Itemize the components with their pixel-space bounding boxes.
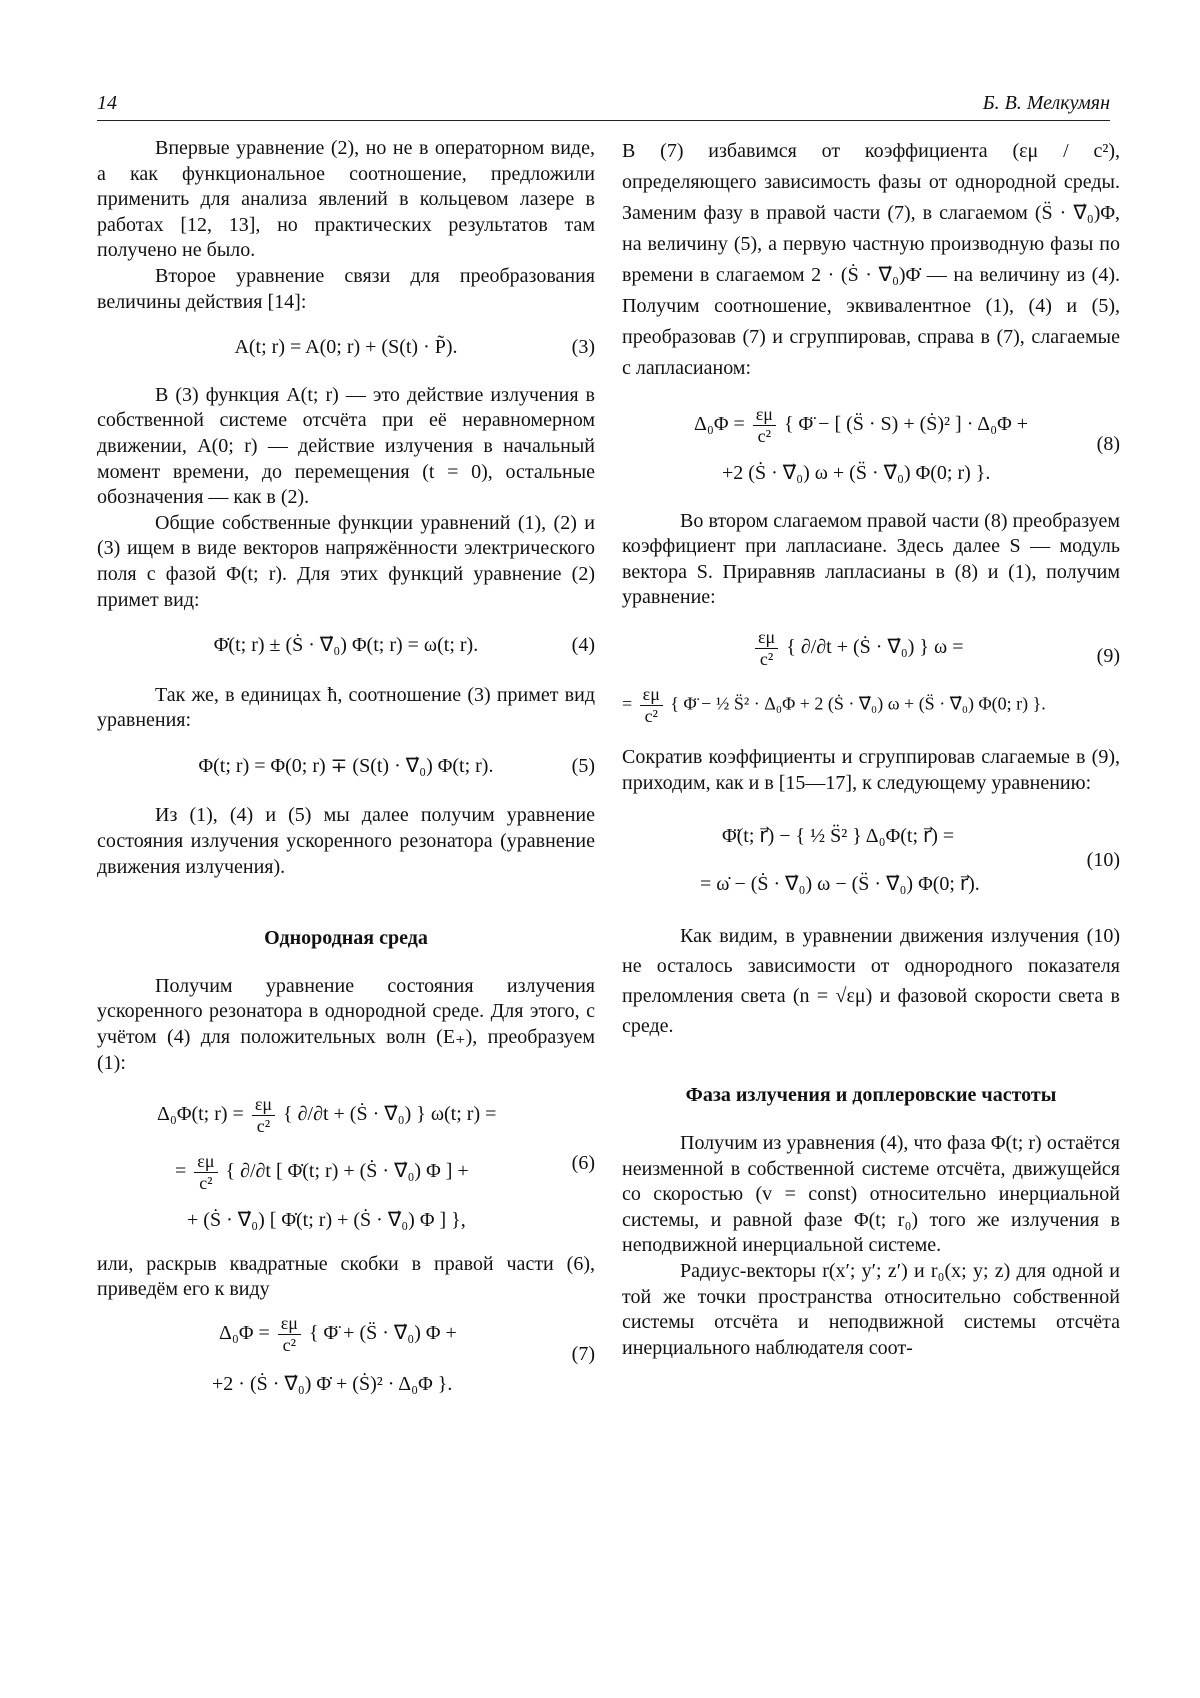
fraction: $\frac{\varepsilon\mu}{\text{c²}}$ xyxy=(755,627,778,670)
equation-line: = $\frac{\varepsilon\mu}{\text{c²}}$ { Φ̈ − ½ S̈² · Δ₀Φ + 2 (Ṡ · ∇⃗₀) ω + (S̈ · ∇⃗₀) Φ(0; r) }. xyxy=(622,683,1046,726)
equation-number: (4) xyxy=(571,634,595,657)
page-number: 14 xyxy=(97,92,117,114)
paragraph: В (3) функция A(t; r) — это действие излучения в собственной системе отсчёта при её неравномерном движении, A(0; r) — действие излучения в начальный момент времени, до перемещения (t = 0), остальные обозначения — как в (2). xyxy=(97,383,595,509)
paragraph: Сократив коэффициенты и сгруппировав слагаемые в (9), приходим, как и в [15—17], к следующему уравнению: xyxy=(622,745,1120,794)
equation-number: (9) xyxy=(1096,645,1120,668)
paragraph: Так же, в единицах ħ, соотношение (3) примет вид уравнения: xyxy=(97,683,595,732)
equation-8 xyxy=(622,404,1120,487)
left-column xyxy=(97,136,595,1398)
equation-line: +2 (Ṡ · ∇⃗₀) ω + (S̈ · ∇⃗₀) Φ(0; r) }. xyxy=(722,462,991,484)
paragraph: Во втором слагаемом правой части (8) преобразуем коэффициент при лапласиане. Здесь далее S — модуль вектора S. Приравняв лапласианы в (8) и (1), получим уравнение: xyxy=(622,509,1120,609)
paragraph: Радиус-векторы r(x′; y′; z′) и r₀(x; y; z) для одной и той же точки пространства относительно собственной системы отсчёта и неподвижной системы отсчёта инерциального наблюдателя соот- xyxy=(622,1259,1120,1359)
equation-7 xyxy=(97,1313,595,1398)
running-head xyxy=(97,90,1110,121)
equation-body: Φ̇(t; r) ± (Ṡ · ∇⃗₀) Φ(t; r) = ω(t; r). xyxy=(213,634,479,657)
fraction: $\frac{\varepsilon\mu}{\text{c²}}$ xyxy=(753,404,776,447)
paragraph: Впервые уравнение (2), но не в операторном виде, а как функциональное соотношение, предложили применить для анализа явлений в кольцевом лазере в работах [12, 13], но практических результатов там получено не было. xyxy=(97,137,595,262)
equation-line: Δ₀Φ = $\frac{\varepsilon\mu}{\text{c²}}$ { Φ̈ − [ (S̈ · S) + (Ṡ)² ] · Δ₀Φ + xyxy=(694,404,1029,446)
equation-body: Φ(t; r) = Φ(0; r) ∓ (S(t) · ∇⃗₀) Φ(t; r). xyxy=(198,754,494,777)
equation-number: (10) xyxy=(1086,848,1120,871)
fraction: $\frac{\varepsilon\mu}{\text{c²}}$ xyxy=(194,1151,217,1194)
equation-4 xyxy=(97,633,595,659)
right-column xyxy=(622,136,1120,1361)
equation-line: + (Ṡ · ∇⃗₀) [ Φ̇(t; r) + (Ṡ · ∇⃗₀) Φ ] }, xyxy=(187,1209,466,1232)
equation-line: = $\frac{\varepsilon\mu}{\text{c²}}$ { ∂/∂t [ Φ̇(t; r) + (Ṡ · ∇⃗₀) Φ ] + xyxy=(175,1151,469,1194)
author-name: Б. В. Мелкумян xyxy=(982,92,1110,114)
fraction: $\frac{\varepsilon\mu}{\text{c²}}$ xyxy=(278,1313,301,1356)
equation-number: (8) xyxy=(1096,433,1120,456)
paragraph: или, раскрыв квадратные скобки в правой части (6), приведём его к виду xyxy=(97,1252,595,1301)
equation-line: $\frac{\varepsilon\mu}{\text{c²}}$ { ∂/∂t + (Ṡ · ∇⃗₀) } ω = xyxy=(622,627,1120,670)
equation-body: A(t; r) = A(0; r) + (S(t) · P̃). xyxy=(234,336,458,359)
equation-line: Δ₀Φ = $\frac{\varepsilon\mu}{\text{c²}}$ { Φ̈ + (S̈ · ∇⃗₀) Φ + xyxy=(219,1313,457,1355)
section-heading: Фаза излучения и доплеровские частоты xyxy=(685,1084,1057,1107)
equation-10 xyxy=(622,824,1120,897)
paragraph: Как видим, в уравнении движения излучения (10) не осталось зависимости от однородного показателя преломления света (n = √εμ) и фазовой скорости света в среде. xyxy=(622,925,1120,1038)
equation-line: = ω̇ − (Ṡ · ∇⃗₀) ω − (S̈ · ∇⃗₀) Φ(0; r⃗). xyxy=(700,872,980,895)
fraction: $\frac{\varepsilon\mu}{\text{c²}}$ xyxy=(640,684,663,727)
equation-9 xyxy=(622,627,1120,727)
equation-number: (3) xyxy=(571,336,595,359)
paragraph: Получим уравнение состояния излучения ускоренного резонатора в однородной среде. Для этого, с учётом (4) для положительных волн (E₊), преобразуем (1): xyxy=(97,974,595,1074)
paragraph: Из (1), (4) и (5) мы далее получим уравнение состояния излучения ускоренного резонатора (уравнение движения излучения). xyxy=(97,804,595,878)
section-heading: Однородная среда xyxy=(264,927,428,950)
equation-line: Δ₀Φ(t; r) = $\frac{\varepsilon\mu}{\text{c²}}$ { ∂/∂t + (Ṡ · ∇⃗₀) } ω(t; r) = xyxy=(157,1094,497,1137)
equation-3 xyxy=(97,335,595,361)
equation-line: Φ̈(t; r⃗) − { ½ S̈² } Δ₀Φ(t; r⃗) = xyxy=(722,825,955,848)
equation-number: (6) xyxy=(571,1152,595,1175)
paragraph: Получим из уравнения (4), что фаза Φ(t; r) остаётся неизменной в собственной системе отсчёта, движущейся со скоростью (v = const) относительно инерциальной системы, и равной фазе Φ(t; r₀) того же излучения в неподвижной инерциальной системе. xyxy=(622,1131,1120,1257)
fraction: $\frac{\varepsilon\mu}{\text{c²}}$ xyxy=(252,1094,275,1137)
equation-line: +2 · (Ṡ · ∇⃗₀) Φ̇ + (Ṡ)² · Δ₀Φ }. xyxy=(212,1373,453,1395)
equation-number: (5) xyxy=(571,754,595,777)
equation-6 xyxy=(97,1094,595,1234)
paragraph: Второе уравнение связи для преобразования величины действия [14]: xyxy=(97,264,595,313)
equation-number: (7) xyxy=(571,1343,595,1366)
paragraph: В (7) избавимся от коэффициента (εμ / c²), определяющего зависимость фазы от однородной среды. Заменим фазу в правой части (7), в слагаемом (S̈ · ∇⃗₀)Φ, на величину (5), а первую частную производную фазы по времени в слагаемом 2 · (Ṡ · ∇⃗₀)Φ̇ — на величину из (4). Получим соотношение, эквивалентное (1), (4) и (5), преобразовав (7) и сгруппировав, справа в (7), слагаемые с лапласианом: xyxy=(622,140,1120,379)
paragraph: Общие собственные функции уравнений (1), (2) и (3) ищем в виде векторов напряжённости электрического поля с фазой Φ(t; r). Для этих функций уравнение (2) примет вид: xyxy=(97,511,595,611)
equation-5 xyxy=(97,754,595,780)
